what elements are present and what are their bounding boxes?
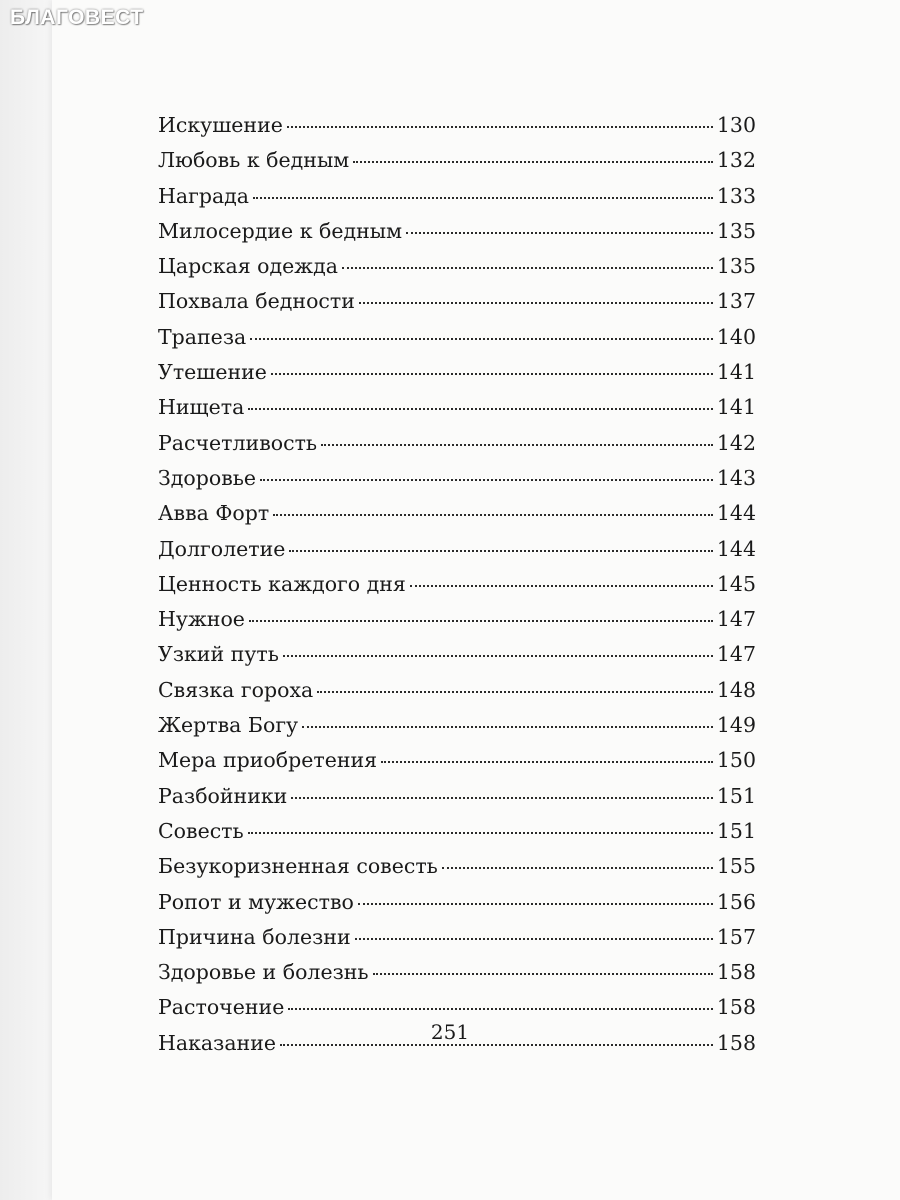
toc-entry-title: Наказание <box>158 1030 276 1055</box>
toc-entry <box>158 184 756 219</box>
toc-entry-title: Милосердие к бедным <box>158 218 403 243</box>
toc-entry <box>158 890 756 925</box>
toc-entry <box>158 289 756 324</box>
toc-dot-leader <box>250 338 713 340</box>
toc-dot-leader <box>442 867 713 869</box>
toc-entry-title: Совесть <box>158 818 244 843</box>
toc-entry-title: Связка гороха <box>158 677 314 702</box>
toc-entry <box>158 148 756 183</box>
toc-entry-title: Жертва Богу <box>158 713 299 738</box>
toc-dot-leader <box>280 1044 713 1046</box>
toc-dot-leader <box>271 373 713 375</box>
toc-dot-leader <box>358 903 713 905</box>
toc-entry <box>158 395 756 430</box>
toc-entry-page: 130 <box>716 113 756 137</box>
toc-dot-leader <box>288 1008 713 1010</box>
toc-entry-page: 151 <box>716 818 756 843</box>
toc-dot-leader <box>359 302 713 304</box>
toc-entry <box>158 572 756 607</box>
toc-entry <box>158 748 756 783</box>
toc-entry-title: Нищета <box>158 395 245 420</box>
toc-entry-page: 157 <box>716 924 756 949</box>
toc-entry-title: Узкий путь <box>158 642 279 667</box>
toc-entry-page: 155 <box>716 854 756 879</box>
toc-dot-leader <box>273 514 713 516</box>
toc-entry-title: Ропот и мужество <box>158 889 354 914</box>
toc-dot-leader <box>353 161 713 163</box>
toc-entry-title: Похвала бедности <box>158 289 355 314</box>
toc-entry <box>158 819 756 854</box>
watermark-logo: БЛАГОВЕСТ <box>10 6 144 29</box>
toc-entry <box>158 501 756 536</box>
toc-entry-page: 143 <box>716 465 756 490</box>
toc-dot-leader <box>342 267 713 269</box>
toc-dot-leader <box>283 655 713 657</box>
toc-entry <box>158 113 756 148</box>
toc-entry-title: Искушение <box>158 113 283 137</box>
toc-entry <box>158 713 756 748</box>
toc-entry <box>158 254 756 289</box>
toc-entry-page: 133 <box>716 183 756 208</box>
toc-entry-page: 158 <box>716 960 756 985</box>
toc-entry-title: Авва Форт <box>158 501 270 526</box>
toc-entry <box>158 466 756 501</box>
toc-dot-leader <box>253 197 713 199</box>
toc-entry-title: Расчетливость <box>158 430 318 455</box>
toc-entry-page: 148 <box>716 677 756 702</box>
toc-entry-page: 158 <box>716 995 756 1020</box>
toc-dot-leader <box>291 797 713 799</box>
toc-entry <box>158 642 756 677</box>
toc-entry-page: 141 <box>716 395 756 420</box>
toc-dot-leader <box>287 126 713 128</box>
toc-dot-leader <box>249 620 713 622</box>
toc-dot-leader <box>248 408 713 410</box>
toc-entry-title: Здоровье и болезнь <box>158 960 369 985</box>
toc-entry-page: 145 <box>716 571 756 596</box>
toc-entry-title: Безукоризненная совесть <box>158 854 438 879</box>
toc-entry-page: 142 <box>716 430 756 455</box>
toc-entry-page: 144 <box>716 501 756 526</box>
toc-dot-leader <box>302 726 713 728</box>
toc-dot-leader <box>381 761 713 763</box>
toc-entry-title: Здоровье <box>158 465 257 490</box>
toc-entry-title: Ценность каждого дня <box>158 571 406 596</box>
toc-entry-page: 150 <box>716 748 756 773</box>
toc-entry-title: Мера приобретения <box>158 748 378 773</box>
toc-entry <box>158 854 756 889</box>
toc-entry-title: Разбойники <box>158 783 288 808</box>
toc-entry-title: Награда <box>158 183 250 208</box>
toc-entry <box>158 925 756 960</box>
toc-dot-leader <box>373 973 713 975</box>
toc-dot-leader <box>260 479 713 481</box>
toc-entry <box>158 784 756 819</box>
toc-dot-leader <box>317 691 713 693</box>
toc-entry <box>158 960 756 995</box>
toc-entry <box>158 219 756 254</box>
toc-dot-leader <box>321 444 713 446</box>
toc-entry-page: 151 <box>716 783 756 808</box>
toc-entry-page: 147 <box>716 607 756 632</box>
toc-entry-page: 135 <box>716 218 756 243</box>
toc-entry <box>158 431 756 466</box>
toc-entry-title: Причина болезни <box>158 924 351 949</box>
toc-entry-page: 147 <box>716 642 756 667</box>
toc-entry-page: 158 <box>716 1030 756 1055</box>
toc-entry <box>158 325 756 360</box>
toc-entry-page: 140 <box>716 324 756 349</box>
toc-entry-title: Царская одежда <box>158 254 338 279</box>
toc-entry <box>158 537 756 572</box>
table-of-contents <box>158 113 756 1066</box>
toc-entry-page: 149 <box>716 713 756 738</box>
toc-entry-page: 144 <box>716 536 756 561</box>
toc-entry-page: 132 <box>716 148 756 173</box>
toc-entry-title: Утешение <box>158 360 267 385</box>
toc-entry-page: 156 <box>716 889 756 914</box>
toc-entry-title: Долголетие <box>158 536 286 561</box>
toc-entry-title: Трапеза <box>158 324 247 349</box>
toc-dot-leader <box>289 550 712 552</box>
toc-entry <box>158 678 756 713</box>
toc-dot-leader <box>406 232 713 234</box>
toc-dot-leader <box>410 585 713 587</box>
page-number: 251 <box>430 1020 470 1044</box>
toc-entry-page: 137 <box>716 289 756 314</box>
toc-entry-page: 141 <box>716 360 756 385</box>
toc-entry-title: Расточение <box>158 995 285 1020</box>
toc-entry-title: Любовь к бедным <box>158 148 350 173</box>
toc-entry-page: 135 <box>716 254 756 279</box>
toc-entry-title: Нужное <box>158 607 245 632</box>
toc-dot-leader <box>355 938 713 940</box>
toc-entry <box>158 360 756 395</box>
toc-dot-leader <box>248 832 713 834</box>
toc-entry <box>158 607 756 642</box>
